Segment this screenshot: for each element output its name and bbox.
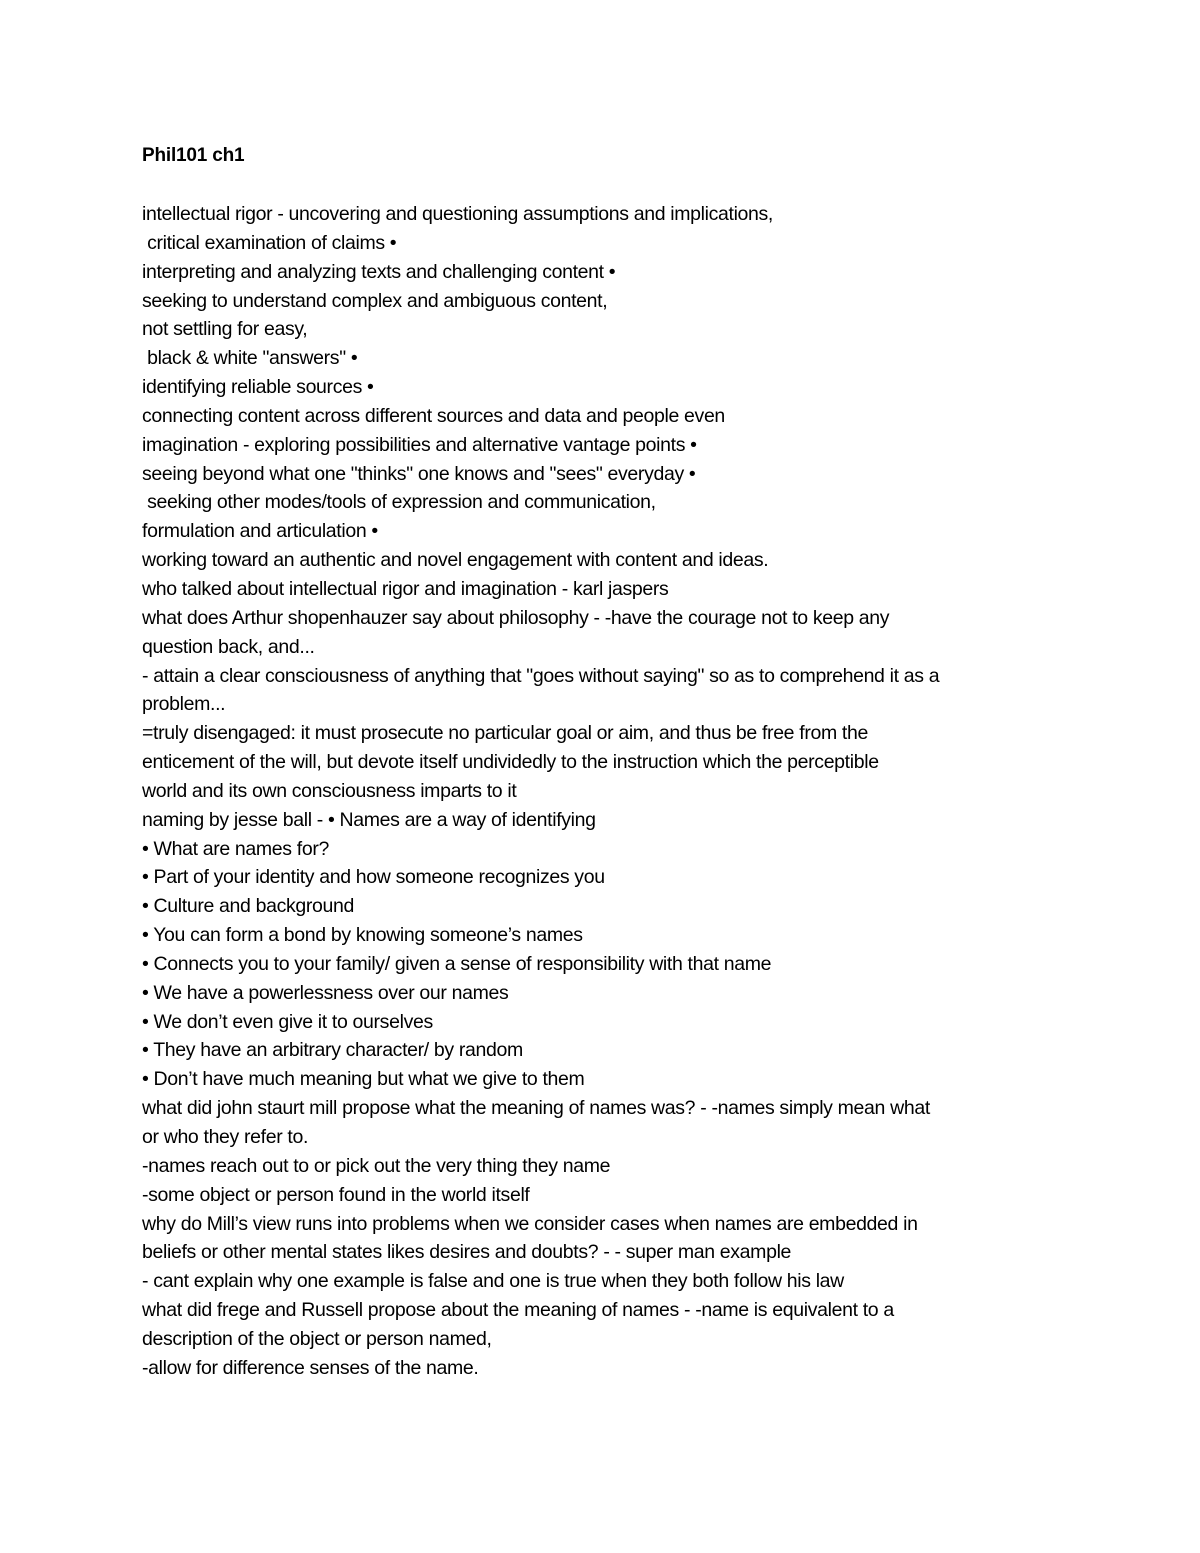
- text-line: seeing beyond what one "thinks" one knows and "sees" everyday •: [142, 462, 696, 485]
- text-line: connecting content across different sources and data and people even: [142, 404, 725, 427]
- text-line: -allow for difference senses of the name.: [142, 1356, 479, 1379]
- text-line: beliefs or other mental states likes desires and doubts? - - super man example: [142, 1241, 792, 1264]
- text-line: • What are names for?: [142, 837, 329, 860]
- text-line: enticement of the will, but devote itself undividedly to the instruction which the perceptible: [142, 751, 879, 774]
- text-line: formulation and articulation •: [142, 520, 378, 543]
- text-line: black & white "answers" •: [142, 347, 358, 370]
- text-line: • Connects you to your family/ given a sense of responsibility with that name: [142, 952, 772, 975]
- text-line: - cant explain why one example is false and one is true when they both follow his law: [142, 1270, 844, 1293]
- text-line: what did frege and Russell propose about the meaning of names - -name is equivalent to a: [142, 1299, 894, 1322]
- text-line: -names reach out to or pick out the very thing they name: [142, 1154, 611, 1177]
- text-line: identifying reliable sources •: [142, 376, 374, 399]
- text-line: • We have a powerlessness over our names: [142, 981, 509, 1004]
- text-line: • You can form a bond by knowing someone’s names: [142, 924, 583, 947]
- text-line: interpreting and analyzing texts and challenging content •: [142, 260, 616, 283]
- text-line: • Don’t have much meaning but what we give to them: [142, 1068, 585, 1091]
- text-line: problem...: [142, 693, 226, 716]
- text-line: world and its own consciousness imparts to it: [142, 779, 517, 802]
- text-line: not settling for easy,: [142, 318, 308, 341]
- text-line: • Part of your identity and how someone recognizes you: [142, 866, 605, 889]
- text-line: what does Arthur shopenhauzer say about philosophy - -have the courage not to keep any: [142, 606, 890, 629]
- text-line: who talked about intellectual rigor and imagination - karl jaspers: [142, 577, 669, 600]
- text-line: • Culture and background: [142, 895, 354, 918]
- text-line: naming by jesse ball - • Names are a way of identifying: [142, 808, 596, 831]
- text-line: what did john staurt mill propose what the meaning of names was? - -names simply mean what: [142, 1097, 930, 1120]
- text-line: critical examination of claims •: [142, 231, 397, 254]
- text-line: imagination - exploring possibilities and alternative vantage points •: [142, 433, 697, 456]
- text-line: • We don’t even give it to ourselves: [142, 1010, 433, 1033]
- text-line: -some object or person found in the world itself: [142, 1183, 530, 1206]
- text-line: - attain a clear consciousness of anything that "goes without saying" so as to comprehend it as a: [142, 664, 940, 687]
- text-line: question back, and...: [142, 635, 315, 658]
- document-title: Phil101 ch1: [142, 145, 245, 166]
- text-line: =truly disengaged: it must prosecute no particular goal or aim, and thus be free from the: [142, 722, 868, 745]
- text-line: intellectual rigor - uncovering and questioning assumptions and implications,: [142, 203, 774, 225]
- text-line: why do Mill’s view runs into problems when we consider cases when names are embedded in: [142, 1212, 918, 1235]
- text-line: seeking to understand complex and ambiguous content,: [142, 289, 608, 312]
- text-line: seeking other modes/tools of expression and communication,: [142, 491, 656, 514]
- text-line: • They have an arbitrary character/ by random: [142, 1039, 523, 1062]
- text-line: description of the object or person named,: [142, 1327, 492, 1350]
- text-line: or who they refer to.: [142, 1126, 309, 1148]
- document-body: [142, 200, 1072, 1383]
- text-line: working toward an authentic and novel engagement with content and ideas.: [142, 549, 769, 572]
